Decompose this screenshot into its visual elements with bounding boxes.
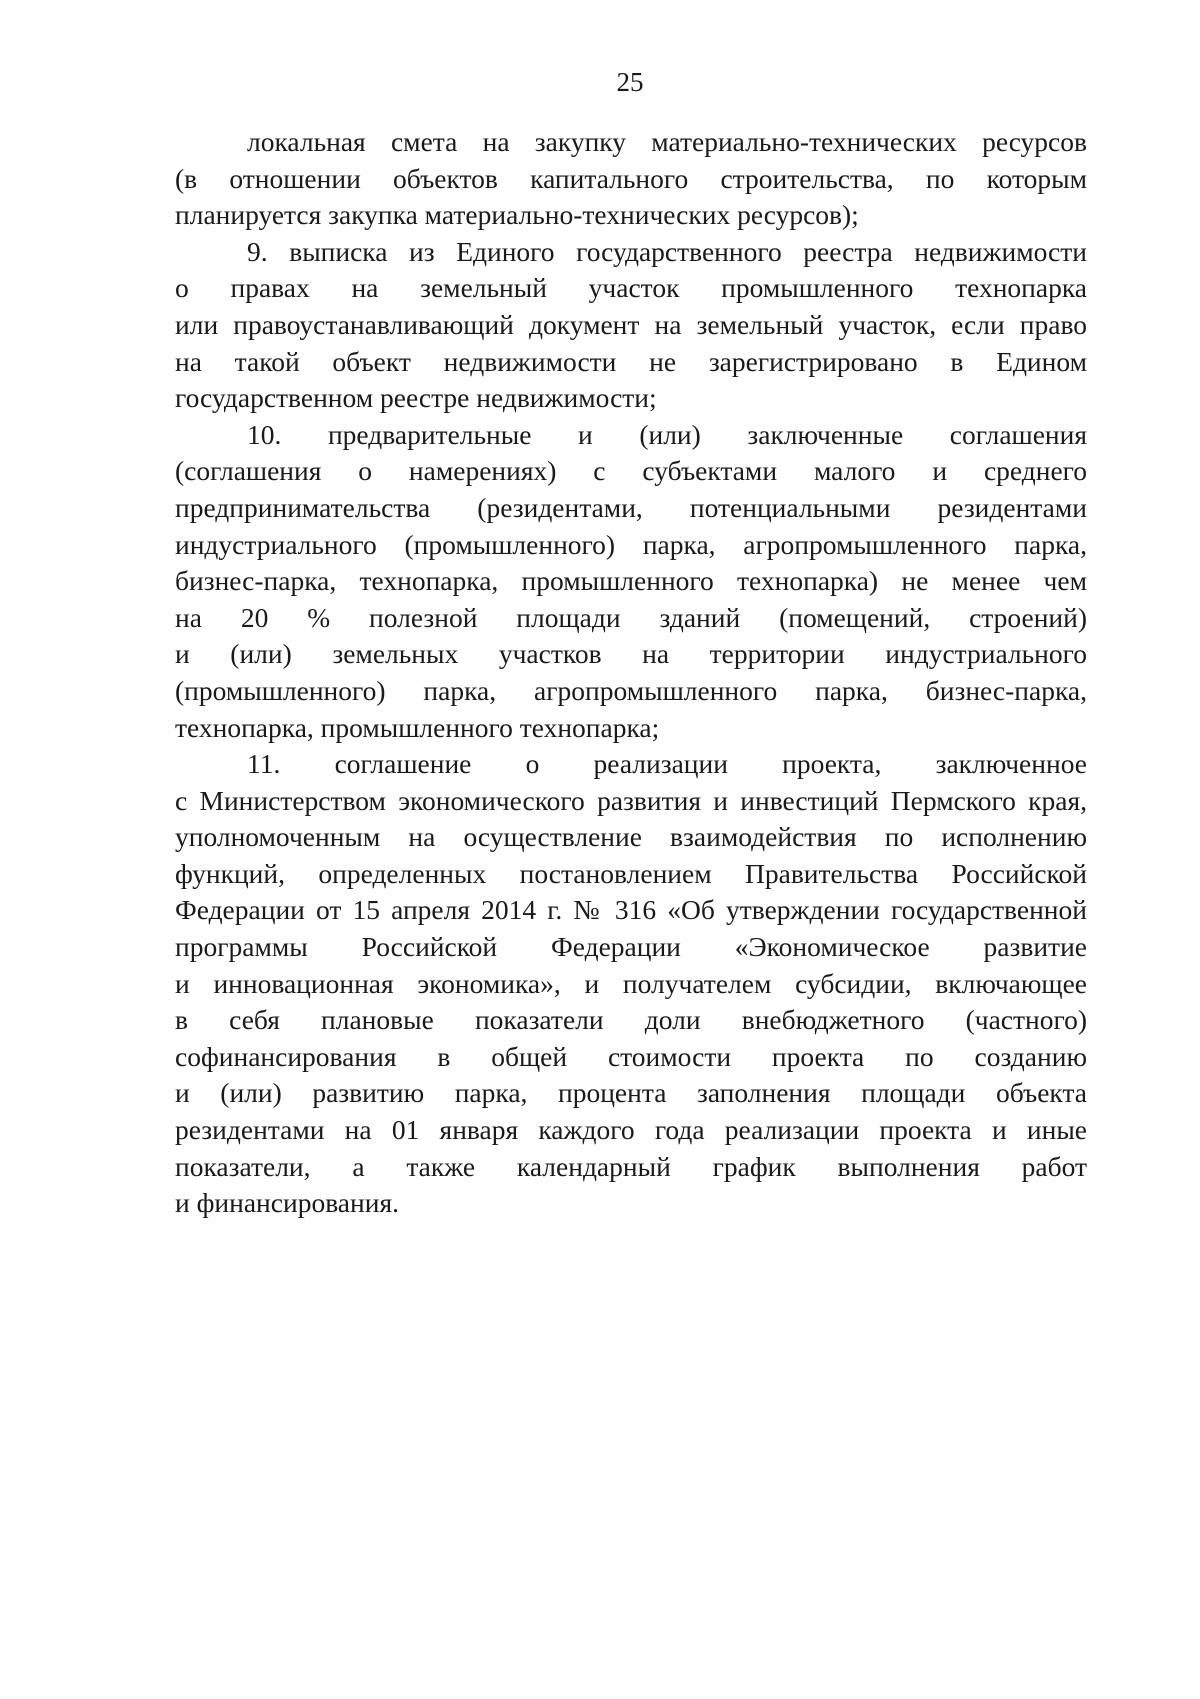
text-line: государственном реестре недвижимости; <box>175 382 657 414</box>
text-line: и финансирования. <box>175 1187 399 1219</box>
text-line: и инновационная экономика», и получателем субсидии, включающее <box>175 967 1087 999</box>
text-line: и (или) развитию парка, процента заполнения площади объекта <box>175 1077 1087 1109</box>
text-line: или правоустанавливающий документ на земельный участок, если право <box>175 308 1087 340</box>
paragraph-item-11 <box>175 746 1087 1222</box>
text-line: (промышленного) парка, агропромышленного парка, бизнес-парка, <box>175 674 1087 706</box>
text-line: 10. предварительные и (или) заключенные соглашения <box>247 418 1087 450</box>
text-line: индустриального (промышленного) парка, агропромышленного парка, <box>175 528 1087 560</box>
text-line: технопарка, промышленного технопарка; <box>175 711 660 743</box>
text-line: функций, определенных постановлением Правительства Российской <box>175 857 1087 889</box>
text-line: софинансирования в общей стоимости проекта по созданию <box>175 1040 1087 1072</box>
paragraph-p-continuation <box>175 124 1087 234</box>
text-line: с Министерством экономического развития и инвестиций Пермского края, <box>175 784 1087 816</box>
text-line: локальная смета на закупку материально-технических ресурсов <box>247 126 1087 157</box>
text-line: на 20 % полезной площади зданий (помещений, строений) <box>175 601 1087 633</box>
text-line: планируется закупка материально-технических ресурсов); <box>175 199 859 231</box>
text-line: Федерации от 15 апреля 2014 г. № 316 «Об утверждении государственной <box>175 894 1087 926</box>
text-line: 9. выписка из Единого государственного реестра недвижимости <box>247 235 1087 267</box>
text-line: и (или) земельных участков на территории индустриального <box>175 638 1087 670</box>
text-line: (соглашения о намерениях) с субъектами малого и среднего <box>175 455 1087 487</box>
text-line: о правах на земельный участок промышленного технопарка <box>175 272 1087 304</box>
page-number: 25 <box>616 67 644 97</box>
paragraph-item-9 <box>175 234 1087 417</box>
text-line: резидентами на 01 января каждого года реализации проекта и иные <box>175 1114 1087 1146</box>
text-line: 11. соглашение о реализации проекта, заключенное <box>247 748 1087 780</box>
text-line: предпринимательства (резидентами, потенциальными резидентами <box>175 491 1087 523</box>
text-line: (в отношении объектов капитального строительства, по которым <box>175 162 1087 194</box>
text-line: программы Российской Федерации «Экономическое развитие <box>175 931 1087 963</box>
text-line: уполномоченным на осуществление взаимодействия по исполнению <box>175 821 1087 853</box>
text-line: на такой объект недвижимости не зарегистрировано в Едином <box>175 345 1087 377</box>
text-line: в себя плановые показатели доли внебюджетного (частного) <box>175 1004 1087 1036</box>
text-line: показатели, а также календарный график выполнения работ <box>175 1150 1087 1182</box>
paragraph-item-10 <box>175 417 1087 746</box>
text-line: бизнес-парка, технопарка, промышленного технопарка) не менее чем <box>175 565 1087 597</box>
document-body <box>175 124 1087 1222</box>
